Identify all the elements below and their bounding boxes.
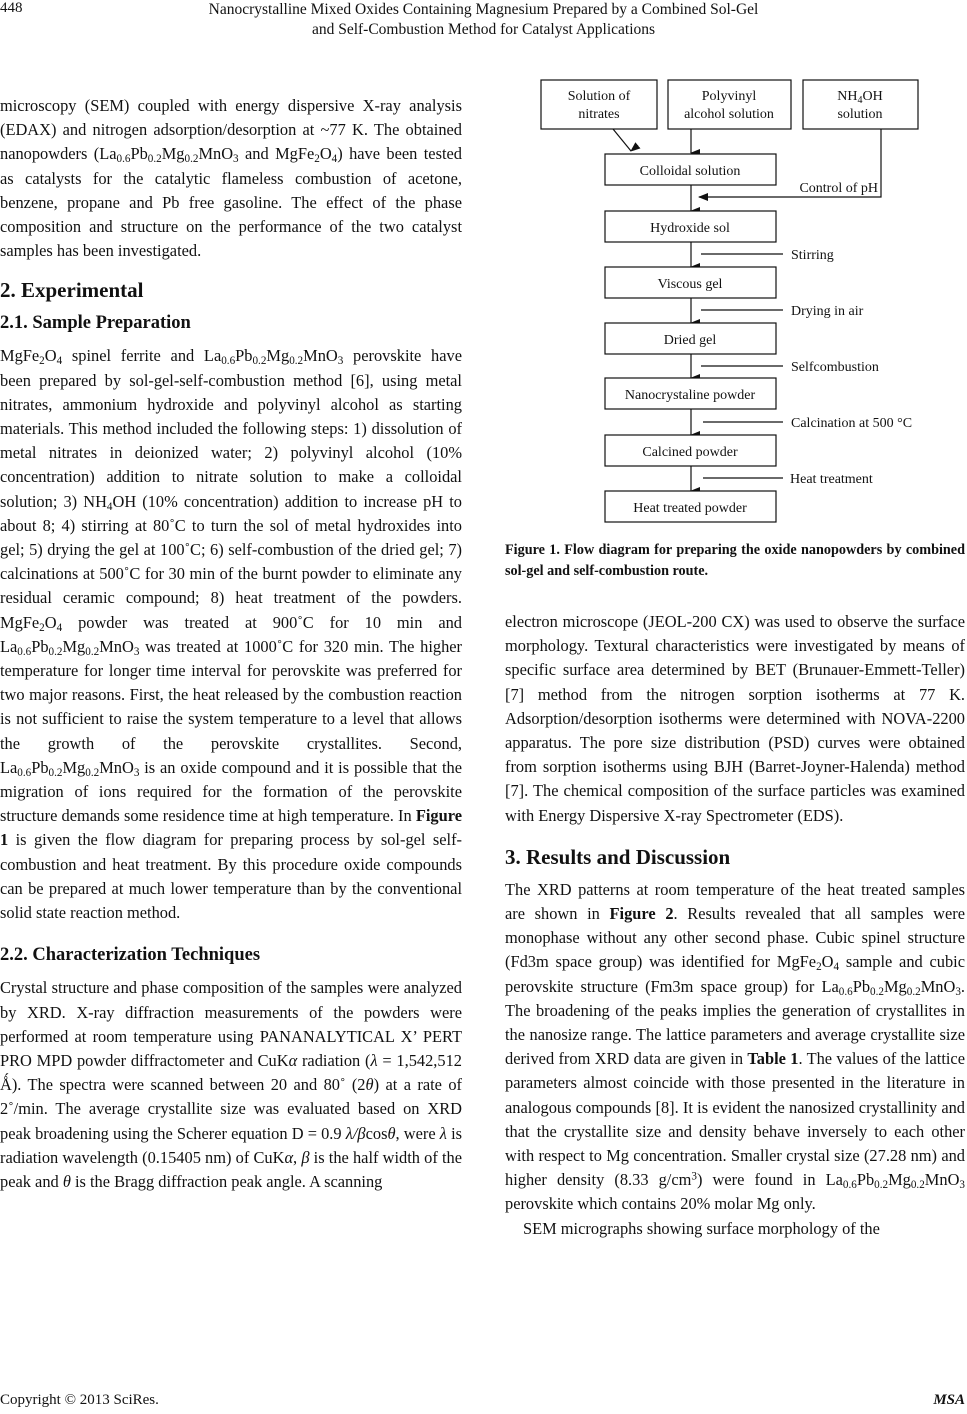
subscript: 0.6	[17, 645, 32, 658]
subscript: 2	[39, 621, 45, 634]
text-run: was treated at 1000˚C for 320 min. The higher temperature for longer time interval for perovskite was preferred for two major reasons. First, the heat released by the combustion reaction is not sufficient to raise the system temperature to a level that allows the growth of the perovskite crystallites. Second, La	[0, 636, 462, 777]
side-label-selfcombustion: Selfcombustion	[791, 360, 879, 375]
step-box-dried-gel	[605, 323, 776, 354]
text-run: ,	[293, 1147, 302, 1167]
subscript: 3	[337, 355, 344, 368]
side-label-calcination: Calcination at 500 °C	[791, 416, 913, 431]
box-label: Colloidal solution	[639, 164, 741, 179]
text-run: Pb	[852, 976, 871, 996]
symbol-alpha: α	[284, 1147, 294, 1167]
subscript: 0.2	[48, 766, 63, 779]
side-label-drying-in-air: Drying in air	[791, 304, 864, 319]
text-run: O	[821, 952, 834, 972]
text-run: Pb	[31, 757, 49, 777]
copyright-notice: Copyright © 2013 SciRes.	[0, 1392, 159, 1408]
text-run: O	[44, 612, 57, 632]
intro-paragraph	[0, 94, 462, 263]
text-run: ) at a rate of 2˚/min. The average crystallite size was evaluated based on XRD peak broadening using the Scherer equation D = 0.9	[0, 1075, 463, 1143]
text-run: powder was treated at 900˚C for 10 min and La	[0, 612, 462, 656]
text-run: is the half width of the peak and	[0, 1147, 462, 1191]
text-run: perovskite have been prepared by sol-gel-self-combustion method [6], using metal nitrates, ammonium hydroxide and polyvinyl alcohol as starting materials. This method included the following steps: 1) dissolution of metal nitrates in deionized water; 2) polyvinyl alcohol (10% concentration) addition to nitrate solution to make a colloidal solution; 3) NH	[0, 346, 463, 511]
input-box-nitrates	[541, 80, 657, 129]
box-label: Heat treated powder	[633, 501, 747, 516]
subscript: 2	[314, 153, 320, 166]
section-heading-results: 3. Results and Discussion	[505, 844, 731, 869]
step-box-hydroxide-sol	[605, 211, 776, 242]
text-run: microscopy (SEM) coupled with energy dispersive X-ray analysis (EDAX) and nitrogen adsorption/desorption at ~77 K. The obtained nanopowders (La	[0, 96, 462, 164]
step-box-viscous-gel	[605, 267, 776, 298]
right-column	[505, 610, 965, 1241]
step-box-colloidal-solution	[605, 154, 776, 185]
subscript: 0.6	[116, 153, 131, 166]
methods-paragraph: electron microscope (JEOL-200 CX) was used to observe the surface morphology. Textural characteristics were investigated by means of specific surface area determined by BET (Brunauer-Emmett-Teller) [7] method from the nitrogen sorption isotherms at 77 K. Adsorption/desorption isotherms were determined with NOVA-2200 apparatus. The pore size distribution (PSD) curves were obtained from sorption isotherms using BJH (Barret-Joyner-Halenda) method [7]. The chemical composition of the surface particles was examined with Energy Dispersive X-ray Spectrometer (EDS).	[505, 612, 965, 825]
box-label: alcohol solution	[684, 107, 774, 122]
subscript: 0.2	[906, 985, 921, 998]
text-run: MnO	[920, 976, 956, 996]
subscript: 3	[955, 985, 961, 998]
text-run: O	[319, 144, 332, 164]
box-label: Solution of	[567, 89, 631, 104]
box-label: Viscous gel	[657, 277, 723, 292]
box-label: Nanocrystaline powder	[624, 388, 756, 403]
label-subscript: 4	[857, 95, 863, 106]
label-part: NH	[837, 89, 858, 104]
symbol-theta: θ	[387, 1123, 396, 1143]
left-column	[0, 94, 462, 1194]
text-run: MnO	[99, 757, 134, 777]
subscript: 3	[133, 766, 140, 779]
text-run: MnO	[198, 144, 234, 164]
subscript: 4	[56, 621, 63, 634]
page-number: 448	[0, 0, 23, 16]
symbol-theta: θ	[62, 1171, 71, 1191]
text-run: Mg	[888, 1170, 911, 1190]
box-label: solution	[837, 107, 883, 122]
subsection-heading-sample-preparation: 2.1. Sample Preparation	[0, 313, 191, 334]
text-run: The XRD patterns at room temperature of the heat treated samples are shown in	[505, 879, 965, 924]
subscript: 0.2	[85, 766, 100, 779]
text-run: Pb	[235, 346, 253, 366]
text-run: is an oxide compound and it is possible that the migration of ions required for the formation of the perovskite structure demands some residence time at high temperature. In	[0, 757, 462, 826]
subscript: 0.2	[48, 645, 63, 658]
text-run: perovskite which contains 20% molar Mg only.	[505, 1194, 816, 1214]
text-run: Mg	[883, 976, 907, 996]
input-box-polyvinyl-alcohol	[668, 80, 791, 129]
text-run: Mg	[62, 757, 86, 777]
input-box-nh4oh	[803, 80, 918, 129]
box-label: Polyvinyl	[701, 89, 757, 104]
text-run: . The values of the lattice parameters almost coincide with those presented in the literature in analogous compounds [8]. It is evident the nanosized crystallinity and that the crystallite size and density behave inversely to each other with respect to Mg concentration. Smaller crystal size (27.28 nm) and higher density (8.33 g/cm	[505, 1049, 965, 1190]
formula-lambda-beta: λ/β	[345, 1123, 366, 1143]
subscript: 0.6	[838, 985, 853, 998]
subscript: 0.2	[184, 153, 199, 166]
symbol-theta: θ	[365, 1075, 374, 1095]
step-box-nanocrystaline-powder	[605, 378, 776, 409]
text-run: radiation (	[297, 1050, 371, 1070]
subscript: 2	[39, 355, 45, 368]
subscript: 0.2	[85, 645, 100, 658]
text-run: Pb	[856, 1170, 875, 1190]
subscript: 0.2	[910, 1179, 925, 1192]
box-label: Hydroxide sol	[650, 221, 730, 236]
subscript: 2	[816, 961, 822, 974]
text-run: Mg	[161, 144, 185, 164]
box-label: Calcined powder	[642, 445, 738, 460]
subscript: 0.2	[252, 355, 267, 368]
text-run: and MgFe	[238, 144, 315, 164]
text-run: sample and cubic perovskite structure (Fm3m space group) for La	[505, 952, 965, 996]
subscript: 0.6	[842, 1179, 857, 1192]
step-box-heat-treated-powder	[605, 491, 776, 522]
symbol-lambda: λ	[370, 1050, 378, 1070]
table-1-reference[interactable]: Table 1	[747, 1049, 799, 1069]
figure-2-reference[interactable]: Figure 2	[609, 904, 674, 924]
subscript: 0.2	[874, 1179, 889, 1192]
running-title-line-1: Nanocrystalline Mixed Oxides Containing Magnesium Prepared by a Combined Sol-Gel	[208, 1, 759, 18]
text-run: MnO	[99, 636, 134, 656]
arrow-nitrates-to-colloidal	[613, 129, 631, 151]
text-run: O	[44, 346, 57, 366]
box-label: nitrates	[578, 107, 620, 122]
box-label: Dried gel	[663, 333, 717, 348]
text-run: is given the flow diagram for preparing process by sol-gel self-combustion and heat treatment. By this procedure oxide compounds can be prepared at much lower temperature than by the conventional solid state reaction method.	[0, 830, 462, 923]
text-run: . Results revealed that all samples were monophase without any other second phase. Cubic spinel structure (Fd3m space group) was identified for MgFe	[505, 904, 965, 972]
label-part: OH	[862, 89, 883, 104]
symbol-alpha: α	[288, 1050, 298, 1070]
symbol-lambda: λ	[439, 1123, 447, 1143]
running-title-line-2: and Self-Combustion Method for Catalyst Applications	[311, 21, 656, 38]
figure-1-reference[interactable]: Figure 1	[0, 806, 462, 850]
preparation-paragraph	[0, 344, 462, 925]
side-label-heat-treatment: Heat treatment	[790, 472, 873, 487]
text-run: Pb	[130, 144, 148, 164]
running-title	[0, 0, 967, 40]
subscript: 4	[56, 355, 63, 368]
subscript: 3	[233, 153, 239, 166]
subsection-heading-characterization: 2.2. Characterization Techniques	[0, 945, 261, 966]
subscript: 3	[133, 645, 140, 658]
characterization-paragraph	[0, 976, 462, 1194]
symbol-beta: β	[301, 1147, 310, 1167]
results-paragraph	[505, 878, 965, 1217]
text-run: ) were found in La	[696, 1170, 843, 1190]
text-run: OH (10% concentration) addition to increase pH to about 8; 4) stirring at 80˚C to turn the sol of metal hydroxides into gel; 5) drying the gel at 100˚C; 6) self-combustion of the dried gel; 7) calcinations at 500˚C for 30 min of the burnt powder to eliminate any residual ceramic compound; 8) heat treatment of the powders. MgFe	[0, 491, 462, 632]
text-run: MnO	[924, 1170, 960, 1190]
text-run: spinel ferrite and La	[62, 346, 222, 366]
text-run: ) have been tested as catalysts for the catalytic flameless combustion of acetone, benzene, propane and Pb free gasoline. The effect of the phase composition and structure on the performance of the two catalyst samples has been investigated.	[0, 144, 462, 261]
superscript: 3	[691, 1170, 697, 1183]
text-run: Crystal structure and phase composition of the samples were analyzed by XRD. X-ray diffraction measurements of the powders were performed at room temperature using PANANALYTICAL X’ PERT PRO MPD powder diffractometer and CuK	[0, 978, 462, 1070]
subscript: 4	[331, 153, 338, 166]
text-run: Mg	[266, 346, 290, 366]
side-label-control-ph: Control of pH	[799, 181, 878, 196]
subscript: 0.2	[870, 985, 884, 998]
subscript: 3	[959, 1179, 965, 1192]
text-run: . The broadening of the peaks implies the generation of crystallites in the nanosize range. The lattice parameters and average crystallite size derived from XRD data are given in	[505, 976, 965, 1069]
text-run: Pb	[31, 636, 49, 656]
sem-paragraph: SEM micrographs showing surface morphology of the	[523, 1218, 880, 1238]
text-run: Mg	[62, 636, 86, 656]
subscript: 0.2	[147, 153, 162, 166]
subscript: 0.6	[17, 766, 32, 779]
text-run: MnO	[303, 346, 338, 366]
text-run: is the Bragg diffraction peak angle. A scanning	[70, 1171, 383, 1191]
figure-1-caption: Figure 1. Flow diagram for preparing the oxide nanopowders by combined sol-gel and self-combustion route.	[505, 542, 965, 579]
section-heading-experimental: 2. Experimental	[0, 278, 144, 303]
text-run: cos	[365, 1123, 388, 1143]
side-label-stirring: Stirring	[791, 248, 834, 263]
subscript: 0.6	[221, 355, 236, 368]
text-run: is radiation wavelength (0.15405 nm) of CuK	[0, 1123, 463, 1167]
journal-abbreviation: MSA	[933, 1392, 965, 1408]
flow-diagram-svg	[500, 60, 967, 530]
figure-1-flow-diagram	[500, 60, 967, 530]
step-box-calcined-powder	[605, 435, 776, 466]
text-run: , were	[395, 1123, 440, 1143]
text-run: MgFe	[0, 346, 40, 366]
text-run: = 1,542,512 Ǻ). The spectra were scanned between 20 and 80˚ (2	[0, 1050, 462, 1095]
subscript: 0.2	[289, 355, 304, 368]
subscript: 4	[106, 500, 113, 513]
subscript: 4	[833, 961, 840, 974]
